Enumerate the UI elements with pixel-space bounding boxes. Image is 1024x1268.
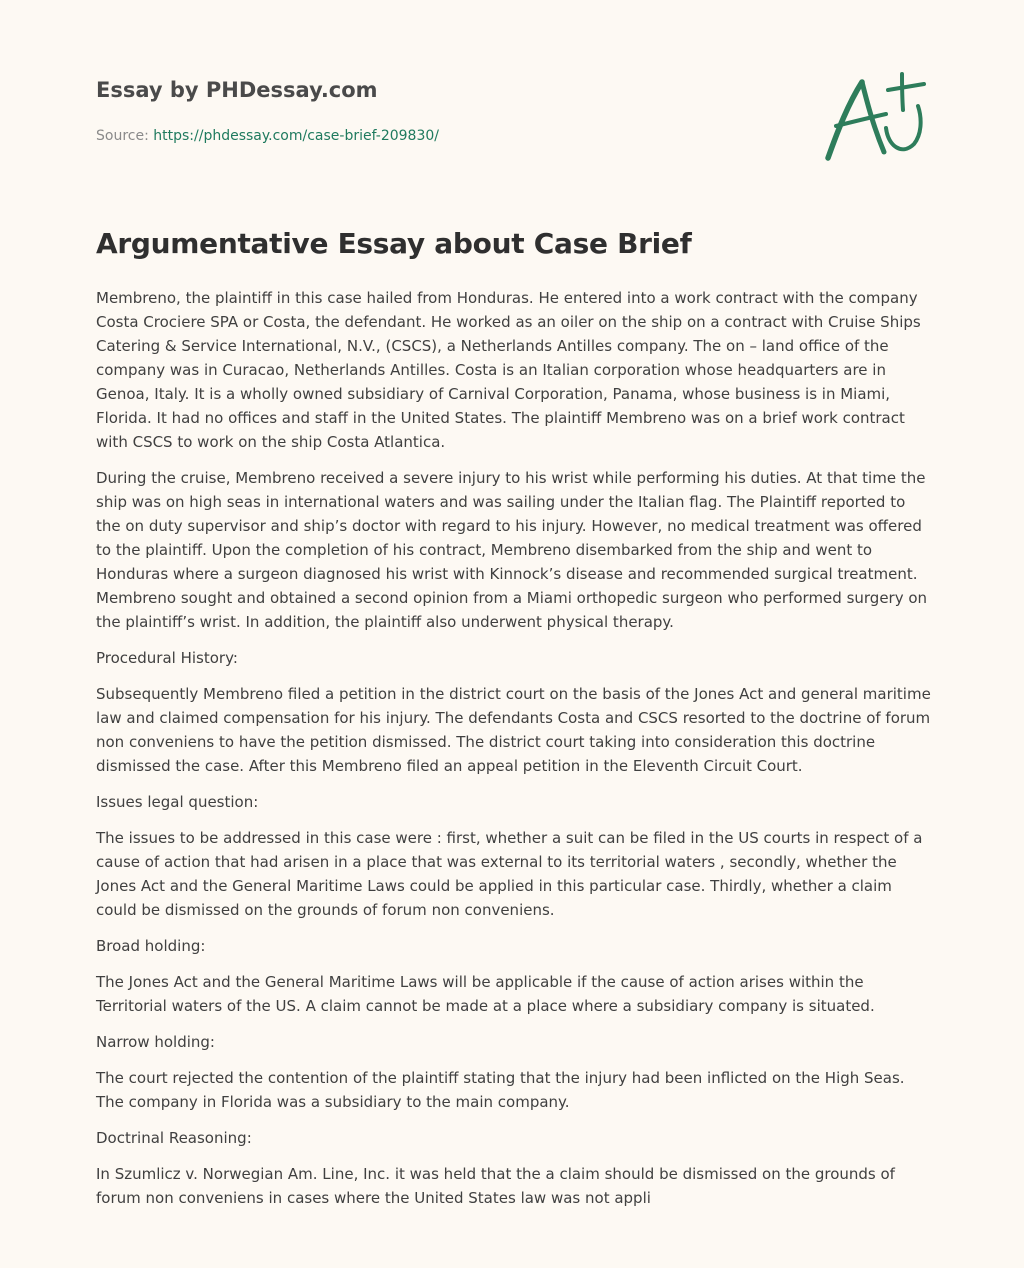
heading-narrow-holding: Narrow holding: bbox=[96, 1033, 215, 1051]
paragraph-broad-holding: The Jones Act and the General Maritime Laws will be applicable if the cause of action arises within the Territorial waters of the US. A claim cannot be made at a place where a subsidiary company is situated. bbox=[96, 973, 875, 1015]
heading-broad-holding: Broad holding: bbox=[96, 937, 206, 955]
paragraph-procedural-history: Subsequently Membreno filed a petition in the district court on the basis of the Jones Act and general maritime law and claimed compensation for his injury. The defendants Costa and CSCS resorted to the doctrine of forum non conveniens to have the petition dismissed. The district court taking into consideration this doctrine dismissed the case. After this Membreno filed an appeal petition in the Eleventh Circuit Court. bbox=[96, 685, 931, 775]
paragraph-narrow-holding: The court rejected the contention of the plaintiff stating that the injury had been inflicted on the High Seas. The company in Florida was a subsidiary to the main company. bbox=[96, 1069, 905, 1111]
page-header bbox=[96, 76, 928, 146]
site-brand: Essay by PHDessay.com bbox=[96, 78, 378, 102]
a-plus-grade-icon bbox=[818, 66, 930, 168]
heading-procedural-history: Procedural History: bbox=[96, 649, 238, 667]
paragraph-issues: The issues to be addressed in this case were : first, whether a suit can be filed in the US courts in respect of a cause of action that had arisen in a place that was external to its territorial waters , secondly, whether the Jones Act and the General Maritime Laws could be applied in this particular case. Thirdly, whether a claim could be dismissed on the grounds of forum non conveniens. bbox=[96, 829, 923, 919]
paragraph-doctrinal-reasoning: In Szumlicz v. Norwegian Am. Line, Inc. it was held that the a claim should be dismissed on the grounds of forum non conveniens in cases where the United States law was not appli bbox=[96, 1165, 895, 1207]
heading-issues: Issues legal question: bbox=[96, 793, 259, 811]
source-line bbox=[96, 126, 928, 146]
paragraph-injury: During the cruise, Membreno received a severe injury to his wrist while performing his duties. At that time the ship was on high seas in international waters and was sailing under the Italian flag. The Plaintiff reported to the on duty supervisor and ship’s doctor with regard to his injury. However, no medical treatment was offered to the plaintiff. Upon the completion of his contract, Membreno disembarked from the ship and went to Honduras where a surgeon diagnosed his wrist with Kinnock’s disease and recommended surgical treatment. Membreno sought and obtained a second opinion from a Miami orthopedic surgeon who performed surgery on the plaintiff’s wrist. In addition, the plaintiff also underwent physical therapy. bbox=[96, 469, 928, 631]
article-title: Argumentative Essay about Case Brief bbox=[96, 227, 692, 260]
paragraph-intro: Membreno, the plaintiff in this case hailed from Honduras. He entered into a work contract with the company Costa Crociere SPA or Costa, the defendant. He worked as an oiler on the ship on a contract with Cruise Ships Catering & Service International, N.V., (CSCS), a Netherlands Antilles company. The on – land office of the company was in Curacao, Netherlands Antilles. Costa is an Italian corporation whose headquarters are in Genoa, Italy. It is a wholly owned subsidiary of Carnival Corporation, Panama, whose business is in Miami, Florida. It had no offices and staff in the United States. The plaintiff Membreno was on a brief work contract with CSCS to work on the ship Costa Atlantica. bbox=[96, 289, 921, 451]
heading-doctrinal-reasoning: Doctrinal Reasoning: bbox=[96, 1129, 252, 1147]
source-label: Source: bbox=[96, 128, 154, 144]
article bbox=[96, 224, 932, 1222]
source-link[interactable]: https://phdessay.com/case-brief-209830/ bbox=[153, 128, 439, 144]
